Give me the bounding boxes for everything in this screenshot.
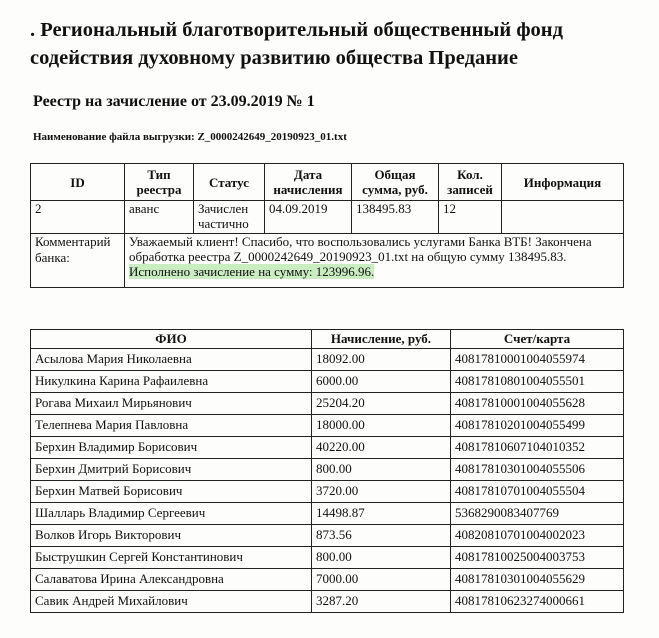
payments-table [30, 329, 624, 613]
account-number: 40817810607104010352 [451, 437, 624, 459]
account-number: 40817810701004055504 [451, 481, 624, 503]
registry-status: Зачислен частично [194, 201, 265, 234]
payment-amount: 800.00 [312, 547, 451, 569]
registry-info [502, 201, 624, 234]
account-number: 40817810001004055628 [451, 393, 624, 415]
table-row [31, 481, 624, 503]
payee-name: Волков Игорь Викторович [31, 525, 312, 547]
header-account: Счет/карта [451, 330, 624, 349]
payee-name: Телепнева Мария Павловна [31, 415, 312, 437]
bank-comment-row [31, 234, 624, 288]
account-number: 40817810025004003753 [451, 547, 624, 569]
payment-amount: 18092.00 [312, 349, 451, 371]
payment-amount: 800.00 [312, 459, 451, 481]
payee-name: Быструшкин Сергей Константинович [31, 547, 312, 569]
registry-info-header [31, 164, 624, 201]
account-number: 40817810801004055501 [451, 371, 624, 393]
table-row [31, 459, 624, 481]
table-row [31, 591, 624, 613]
payee-name: Берхин Владимир Борисович [31, 437, 312, 459]
payment-amount: 18000.00 [312, 415, 451, 437]
bank-comment [125, 234, 624, 288]
registry-type: аванс [125, 201, 194, 234]
payee-name: Асылова Мария Николаевна [31, 349, 312, 371]
registry-info-row [31, 201, 624, 234]
payment-amount: 40220.00 [312, 437, 451, 459]
table-row [31, 415, 624, 437]
account-number: 40817810623274000661 [451, 591, 624, 613]
account-number: 40817810001004055974 [451, 349, 624, 371]
header-date: Дата начисления [265, 164, 352, 201]
header-status: Статус [194, 164, 265, 201]
payee-name: Савик Андрей Михайлович [31, 591, 312, 613]
payee-name: Шалларь Владимир Сергеевич [31, 503, 312, 525]
payee-name: Берхин Матвей Борисович [31, 481, 312, 503]
table-row [31, 547, 624, 569]
bank-comment-highlight: Исполнено зачисление на сумму: 123996.96. [129, 264, 375, 279]
header-info: Информация [502, 164, 624, 201]
header-type: Тип реестра [125, 164, 194, 201]
table-row [31, 503, 624, 525]
header-total: Общая сумма, руб. [352, 164, 439, 201]
payee-name: Салаватова Ирина Александровна [31, 569, 312, 591]
table-row [31, 371, 624, 393]
table-row [31, 393, 624, 415]
payment-amount: 3720.00 [312, 481, 451, 503]
table-row [31, 437, 624, 459]
payment-amount: 873.56 [312, 525, 451, 547]
org-title: . Региональный благотворительный общественный фонд содействия духовному развитию общества Предание [30, 19, 563, 69]
header-fio: ФИО [31, 330, 312, 349]
account-number: 40817810301004055629 [451, 569, 624, 591]
table-row [31, 525, 624, 547]
header-count: Кол. записей [439, 164, 502, 201]
registry-id: 2 [31, 201, 125, 234]
payment-amount: 6000.00 [312, 371, 451, 393]
payee-name: Берхин Дмитрий Борисович [31, 459, 312, 481]
payment-amount: 14498.87 [312, 503, 451, 525]
payment-amount: 7000.00 [312, 569, 451, 591]
payment-amount: 3287.20 [312, 591, 451, 613]
payment-amount: 25204.20 [312, 393, 451, 415]
payee-name: Рогава Михаил Мирьянович [31, 393, 312, 415]
registry-title: Реестр на зачисление от 23.09.2019 № 1 [33, 93, 315, 110]
account-number: 40820810701004002023 [451, 525, 624, 547]
bank-comment-text: Уважаемый клиент! Спасибо, что воспользовались услугами Банка ВТБ! Закончена обработка реестра Z_0000242649_20190923_01.txt на общую сумму 138495.83. [129, 234, 592, 264]
account-number: 40817810201004055499 [451, 415, 624, 437]
registry-total: 138495.83 [352, 201, 439, 234]
account-number: 40817810301004055506 [451, 459, 624, 481]
table-row [31, 569, 624, 591]
registry-count: 12 [439, 201, 502, 234]
payments-body [31, 349, 624, 613]
table-row [31, 349, 624, 371]
payments-header [31, 330, 624, 349]
registry-info-table [30, 163, 624, 288]
export-file-name: Наименование файла выгрузки: Z_0000242649_20190923_01.txt [33, 131, 347, 143]
account-number: 5368290083407769 [451, 503, 624, 525]
header-id: ID [31, 164, 125, 201]
header-sum: Начисление, руб. [312, 330, 451, 349]
registry-date: 04.09.2019 [265, 201, 352, 234]
bank-comment-label: Комментарий банка: [31, 234, 125, 288]
payee-name: Никулкина Карина Рафаилевна [31, 371, 312, 393]
